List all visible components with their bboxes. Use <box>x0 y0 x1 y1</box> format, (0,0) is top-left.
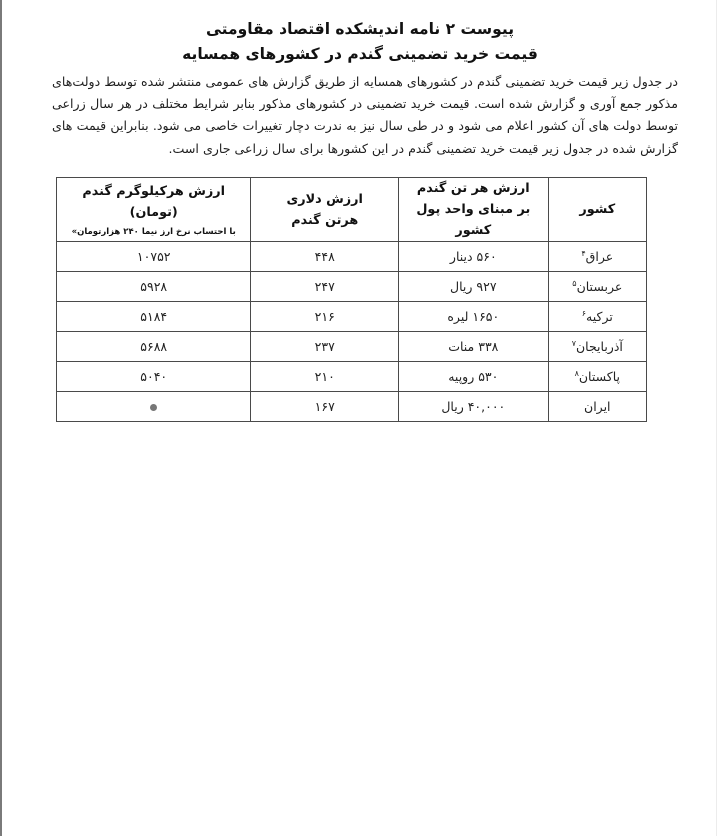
cell-country <box>548 242 646 272</box>
cell-local-price: ۳۳۸ منات <box>399 332 549 362</box>
cell-toman-price: ۵۰۴۰ <box>57 362 251 392</box>
paragraph-line: در جدول زیر قیمت خرید تضمینی گندم در کشورهای همسایه از طریق گزارش های عمومی منتشر شده توسط دولت‌های <box>52 74 678 89</box>
footnote-marker: ۵ <box>572 278 577 288</box>
cell-toman-price: ۵۹۲۸ <box>57 272 251 302</box>
country-name: عراق <box>585 249 614 264</box>
cell-country <box>548 332 646 362</box>
country-name: ایران <box>584 399 611 414</box>
header-toman-note: با احتساب نرخ ارز نیما ۲۴۰ هزارتومان» <box>71 227 236 237</box>
cell-dollar-price: ۱۶۷ <box>251 392 399 422</box>
table-row <box>57 392 647 422</box>
cell-dollar-price: ۲۳۷ <box>251 332 399 362</box>
document-title: پیوست ۲ نامه اندیشکده اقتصاد مقاومتی <box>205 20 515 38</box>
cell-dollar-price: ۲۱۶ <box>251 302 399 332</box>
table-row <box>57 332 647 362</box>
footnote-marker: ۶ <box>581 308 587 318</box>
cell-country <box>548 392 646 422</box>
wheat-price-table <box>56 177 647 422</box>
footnote-marker: ۸ <box>574 368 579 378</box>
header-local-line1: ارزش هر تن گندم <box>416 181 530 196</box>
cell-local-price: ۵۳۰ روپیه <box>399 362 549 392</box>
cell-dollar-price: ۴۴۸ <box>251 242 399 272</box>
cell-toman-price: ۵۶۸۸ <box>57 332 251 362</box>
header-local-line2: بر مبنای واحد پول کشور <box>416 202 531 238</box>
cell-local-price: ۵۶۰ دینار <box>399 242 549 272</box>
table-row <box>57 302 647 332</box>
table-row <box>57 242 647 272</box>
cell-toman-price <box>57 392 251 422</box>
table-row <box>57 272 647 302</box>
country-name: عربستان <box>576 279 623 294</box>
header-toman-line1: ارزش هرکیلوگرم گندم (تومان) <box>82 184 226 220</box>
country-name: آذربایجان <box>575 339 623 354</box>
cell-country <box>548 272 646 302</box>
paragraph-line: گزارش شده در جدول زیر قیمت خرید تضمینی گندم در این کشورها برای سال زراعی جاری است. <box>168 140 678 156</box>
header-dollar-line1: ارزش دلاری <box>286 191 363 207</box>
cell-local-price: ۹۲۷ ریال <box>399 272 549 302</box>
cell-local-price: ۱۶۵۰ لیره <box>399 302 549 332</box>
footnote-marker: ۷ <box>571 338 576 348</box>
table-body <box>57 242 647 422</box>
header-dollar-line2: هرتن گندم <box>291 212 359 228</box>
table-row <box>57 362 647 392</box>
header-local-currency <box>399 178 549 242</box>
country-name: پاکستان <box>578 369 621 384</box>
footnote-marker: ۴ <box>581 248 586 258</box>
paragraph-line: توسط دولت های آن کشور اعلام می شود و در طی سال نیز به ندرت دچار تغییرات خاصی می شود. بنابراین قیمت های <box>52 118 678 134</box>
document-subtitle: قیمت خرید تضمینی گندم در کشورهای همسایه <box>182 45 538 63</box>
cell-toman-price: ۵۱۸۴ <box>57 302 251 332</box>
cell-local-price: ۴۰,۰۰۰ ریال <box>399 392 549 422</box>
header-toman-value <box>57 178 251 242</box>
table-header-row <box>57 178 647 242</box>
cell-country <box>548 302 646 332</box>
header-country: کشور <box>548 178 646 242</box>
intro-paragraph <box>52 71 678 160</box>
cell-toman-price: ۱۰۷۵۲ <box>57 242 251 272</box>
bullet-dot-icon <box>150 404 157 411</box>
cell-dollar-price: ۲۱۰ <box>251 362 399 392</box>
country-name: ترکیه <box>586 309 613 324</box>
cell-dollar-price: ۲۴۷ <box>251 272 399 302</box>
header-dollar-value <box>251 178 399 242</box>
cell-country <box>548 362 646 392</box>
paragraph-line: مذکور جمع آوری و گزارش شده است. قیمت خرید تضمینی در کشورهای مذکور بنابر شرایط مختلف در هر سال زراعی <box>52 96 678 112</box>
